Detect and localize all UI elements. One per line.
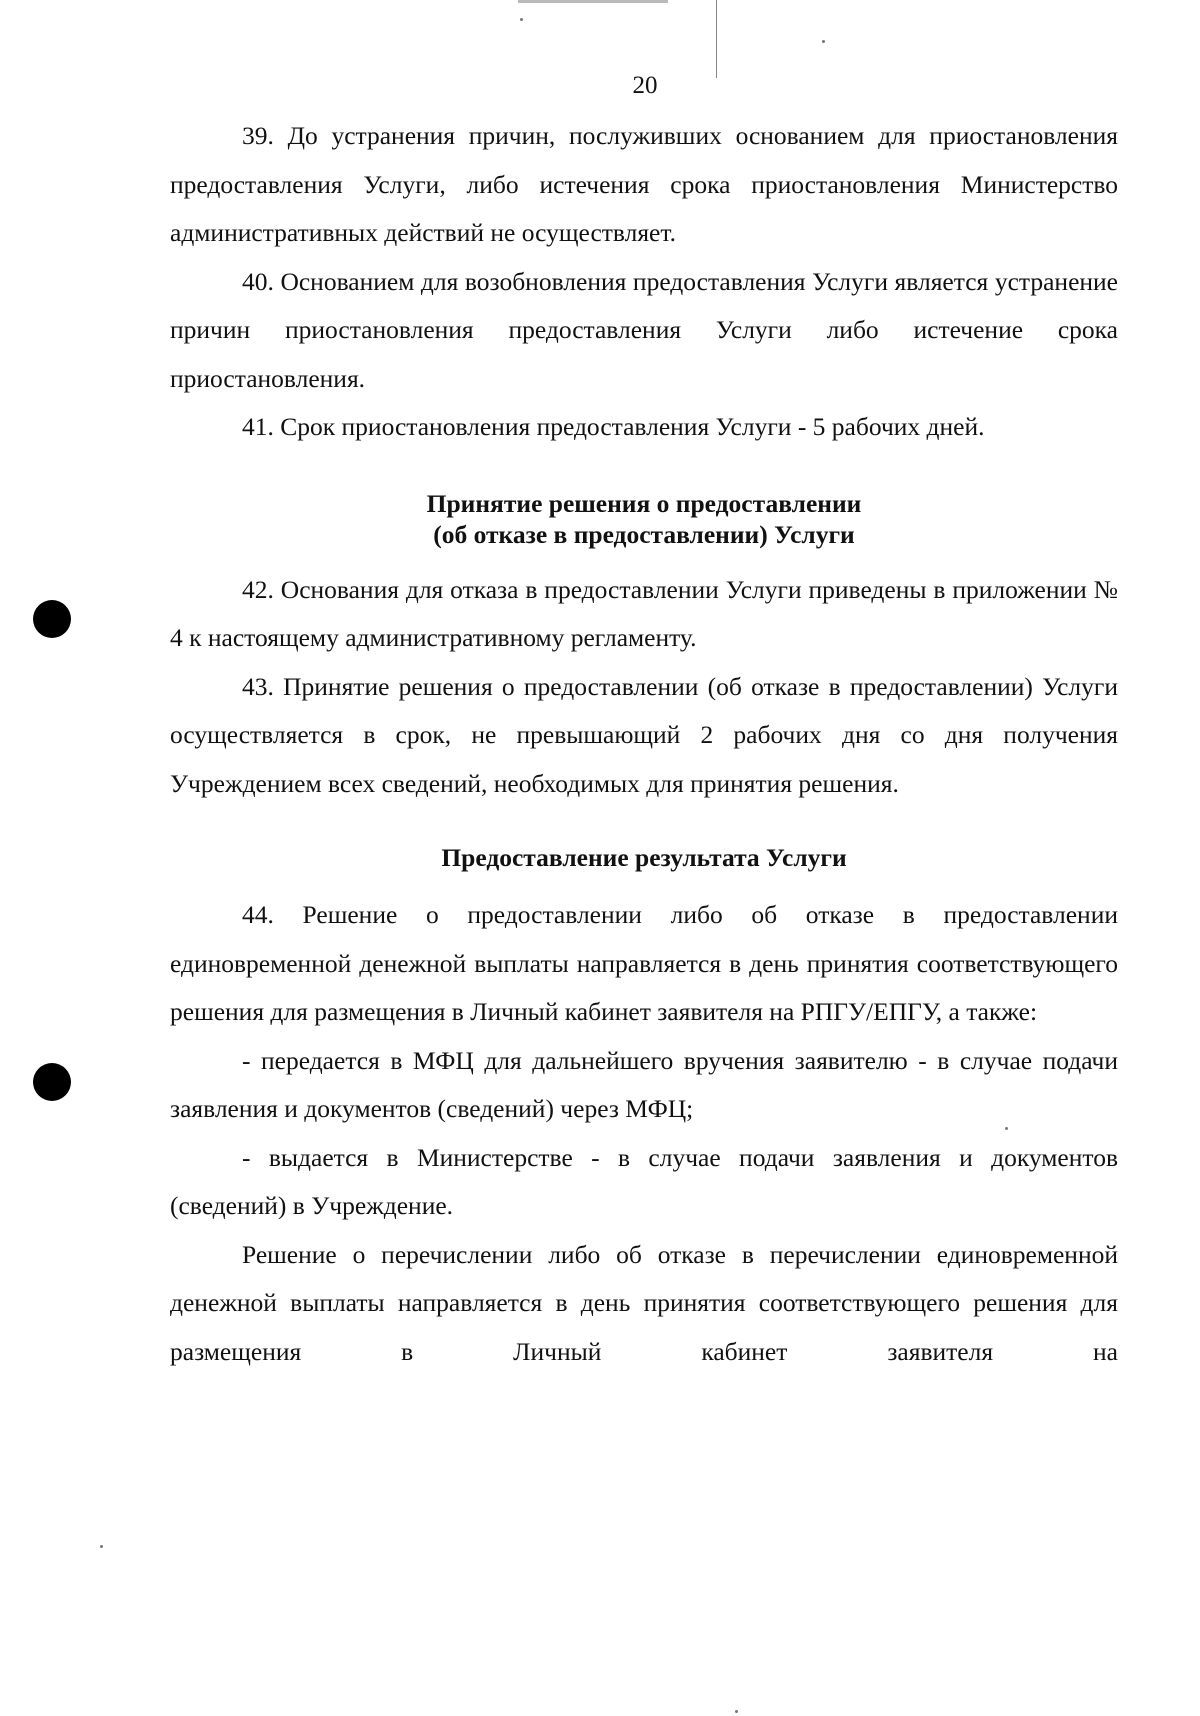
paragraph-43: 43. Принятие решения о предоставлении (об отказе в предоставлении) Услуги осуществляется в срок, не превышающий 2 рабочих дня со дня получения Учреждением всех сведений, необходимых для принятия решения.: [170, 671, 1118, 798]
punch-hole-icon: [33, 1063, 71, 1101]
paragraph-44: 44. Решение о предоставлении либо об отказе в предоставлении единовременной денежной выплаты направляется в день принятия соответствующего решения для размещения в Личный кабинет заявителя на РПГУ/ЕПГУ, а также:: [170, 900, 1118, 1026]
paragraph-transfer-decision: Решение о перечислении либо об отказе в перечислении единовременной денежной выплаты направляется в день принятия соответствующего решения для размещения в Личный кабинет заявителя на: [170, 1239, 1118, 1366]
paragraph-44-item-ministry: - выдается в Министерстве - в случае подачи заявления и документов (сведений) в Учреждение.: [170, 1142, 1118, 1220]
heading-line: Предоставление результата Услуги: [441, 843, 847, 872]
paragraph-39: 39. До устранения причин, послуживших основанием для приостановления предоставления Услуги, либо истечения срока приостановления Министерство административных действий не осуществляет.: [170, 121, 1118, 247]
document-body: [170, 112, 1118, 1376]
section-heading-result: [170, 842, 1118, 873]
paragraph-41: 41. Срок приостановления предоставления Услуги - 5 рабочих дней.: [242, 412, 985, 441]
heading-line: Принятие решения о предоставлении: [426, 488, 862, 518]
scan-top-mark: [518, 0, 668, 3]
paragraph-42: 42. Основания для отказа в предоставлении Услуги приведены в приложении № 4 к настоящему административному регламенту.: [170, 574, 1118, 652]
page-number: 20: [632, 72, 658, 99]
section-heading-decision: [170, 488, 1118, 550]
heading-line: (об отказе в предоставлении) Услуги: [433, 519, 855, 549]
scan-artifact-line: [716, 0, 717, 78]
paragraph-40: 40. Основанием для возобновления предоставления Услуги является устранение причин приостановления предоставления Услуги либо истечение срока приостановления.: [170, 266, 1118, 393]
punch-hole-icon: [33, 600, 71, 638]
scan-speck: [735, 1710, 738, 1713]
scan-speck: [822, 40, 825, 43]
scan-speck: [100, 1545, 103, 1548]
scan-speck: [520, 18, 523, 21]
paragraph-44-item-mfc: - передается в МФЦ для дальнейшего вручения заявителю - в случае подачи заявления и документов (сведений) через МФЦ;: [170, 1045, 1118, 1123]
